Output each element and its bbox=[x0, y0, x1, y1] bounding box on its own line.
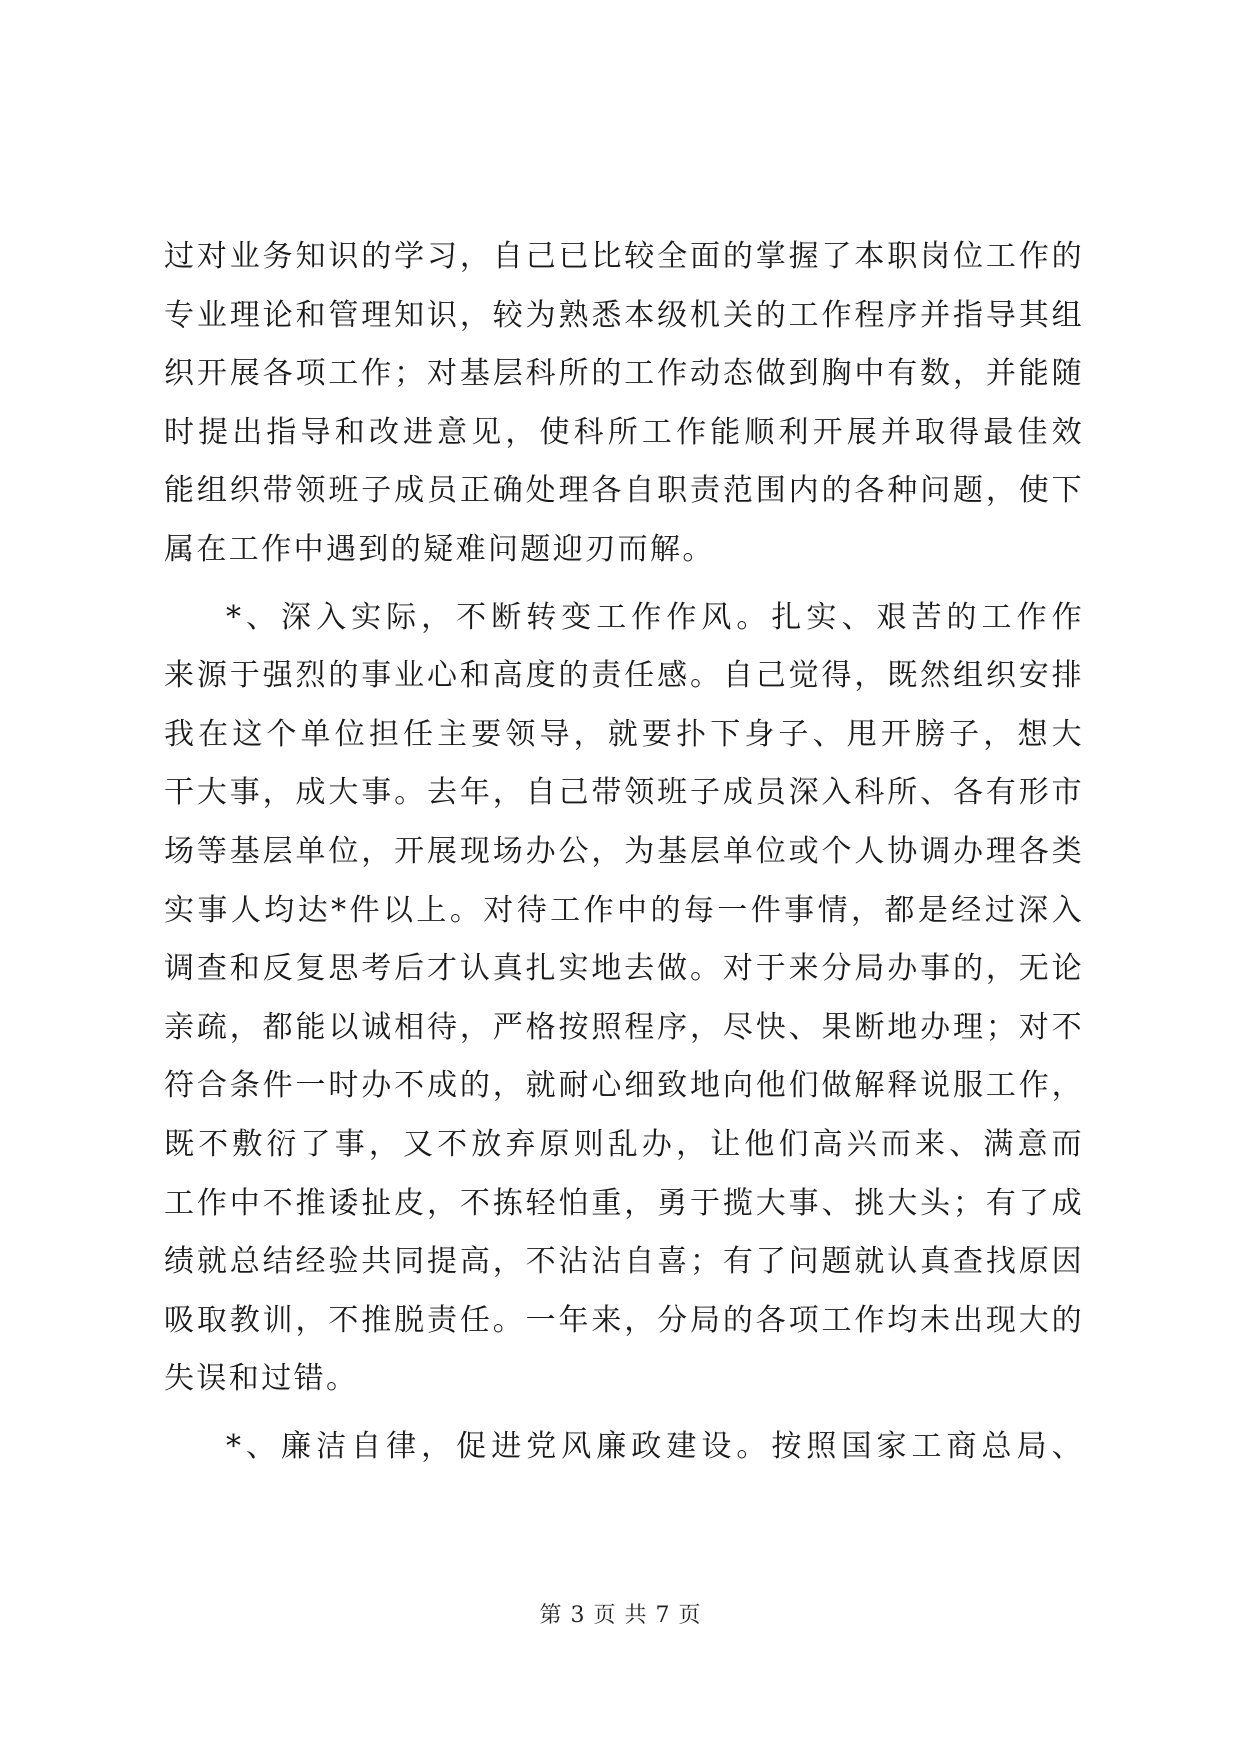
text-line: 能组织带领班子成员正确处理各自职责范围内的各种问题，使下 bbox=[164, 473, 1084, 509]
text-line: 失误和过错。 bbox=[164, 1361, 359, 1397]
text-line: 场等基层单位，开展现场办公，为基层单位或个人协调办理各类 bbox=[164, 833, 1084, 869]
text-line: 织开展各项工作；对基层科所的工作动态做到胸中有数，并能随 bbox=[164, 356, 1084, 392]
text-line: 工作中不推诿扯皮，不拣轻怕重，勇于揽大事、挑大头；有了成 bbox=[164, 1185, 1084, 1221]
text-line: 既不敷衍了事，又不放弃原则乱办，让他们高兴而来、满意而 bbox=[164, 1126, 1084, 1162]
text-line: 过对业务知识的学习，自己已比较全面的掌握了本职岗位工作的 bbox=[164, 239, 1084, 274]
text-line: 吸取教训，不推脱责任。一年来，分局的各项工作均未出现大的 bbox=[164, 1302, 1084, 1338]
text-line: 亲疏，都能以诚相待，严格按照程序，尽快、果断地办理；对不 bbox=[164, 1009, 1084, 1045]
text-line: 时提出指导和改进意见，使科所工作能顺利开展并取得最佳效 bbox=[164, 414, 1084, 450]
text-line: 专业理论和管理知识，较为熟悉本级机关的工作程序并指导其组 bbox=[164, 297, 1084, 333]
text-line: 实事人均达*件以上。对待工作中的每一件事情，都是经过深入 bbox=[164, 892, 1084, 928]
text-line: 我在这个单位担任主要领导，就要扑下身子、甩开膀子，想大 bbox=[164, 716, 1084, 752]
body-text bbox=[164, 228, 1084, 1476]
text-line: 干大事，成大事。去年，自己带领班子成员深入科所、各有形市 bbox=[164, 775, 1084, 811]
text-line: *、深入实际，不断转变工作作风。扎实、艰苦的工作作 bbox=[226, 599, 1084, 635]
text-line: 绩就总结经验共同提高，不沾沾自喜；有了问题就认真查找原因 bbox=[164, 1244, 1084, 1280]
text-line: 来源于强烈的事业心和高度的责任感。自己觉得，既然组织安排 bbox=[164, 658, 1084, 694]
text-line: 符合条件一时办不成的，就耐心细致地向他们做解释说服工作， bbox=[164, 1068, 1084, 1104]
text-line: *、廉洁自律，促进党风廉政建设。按照国家工商总局、 bbox=[226, 1428, 1084, 1464]
page-number: 第 3 页 共 7 页 bbox=[539, 1603, 702, 1628]
text-line: 调查和反复思考后才认真扎实地去做。对于来分局办事的，无论 bbox=[164, 951, 1084, 987]
text-line: 属在工作中遇到的疑难问题迎刃而解。 bbox=[164, 531, 715, 567]
